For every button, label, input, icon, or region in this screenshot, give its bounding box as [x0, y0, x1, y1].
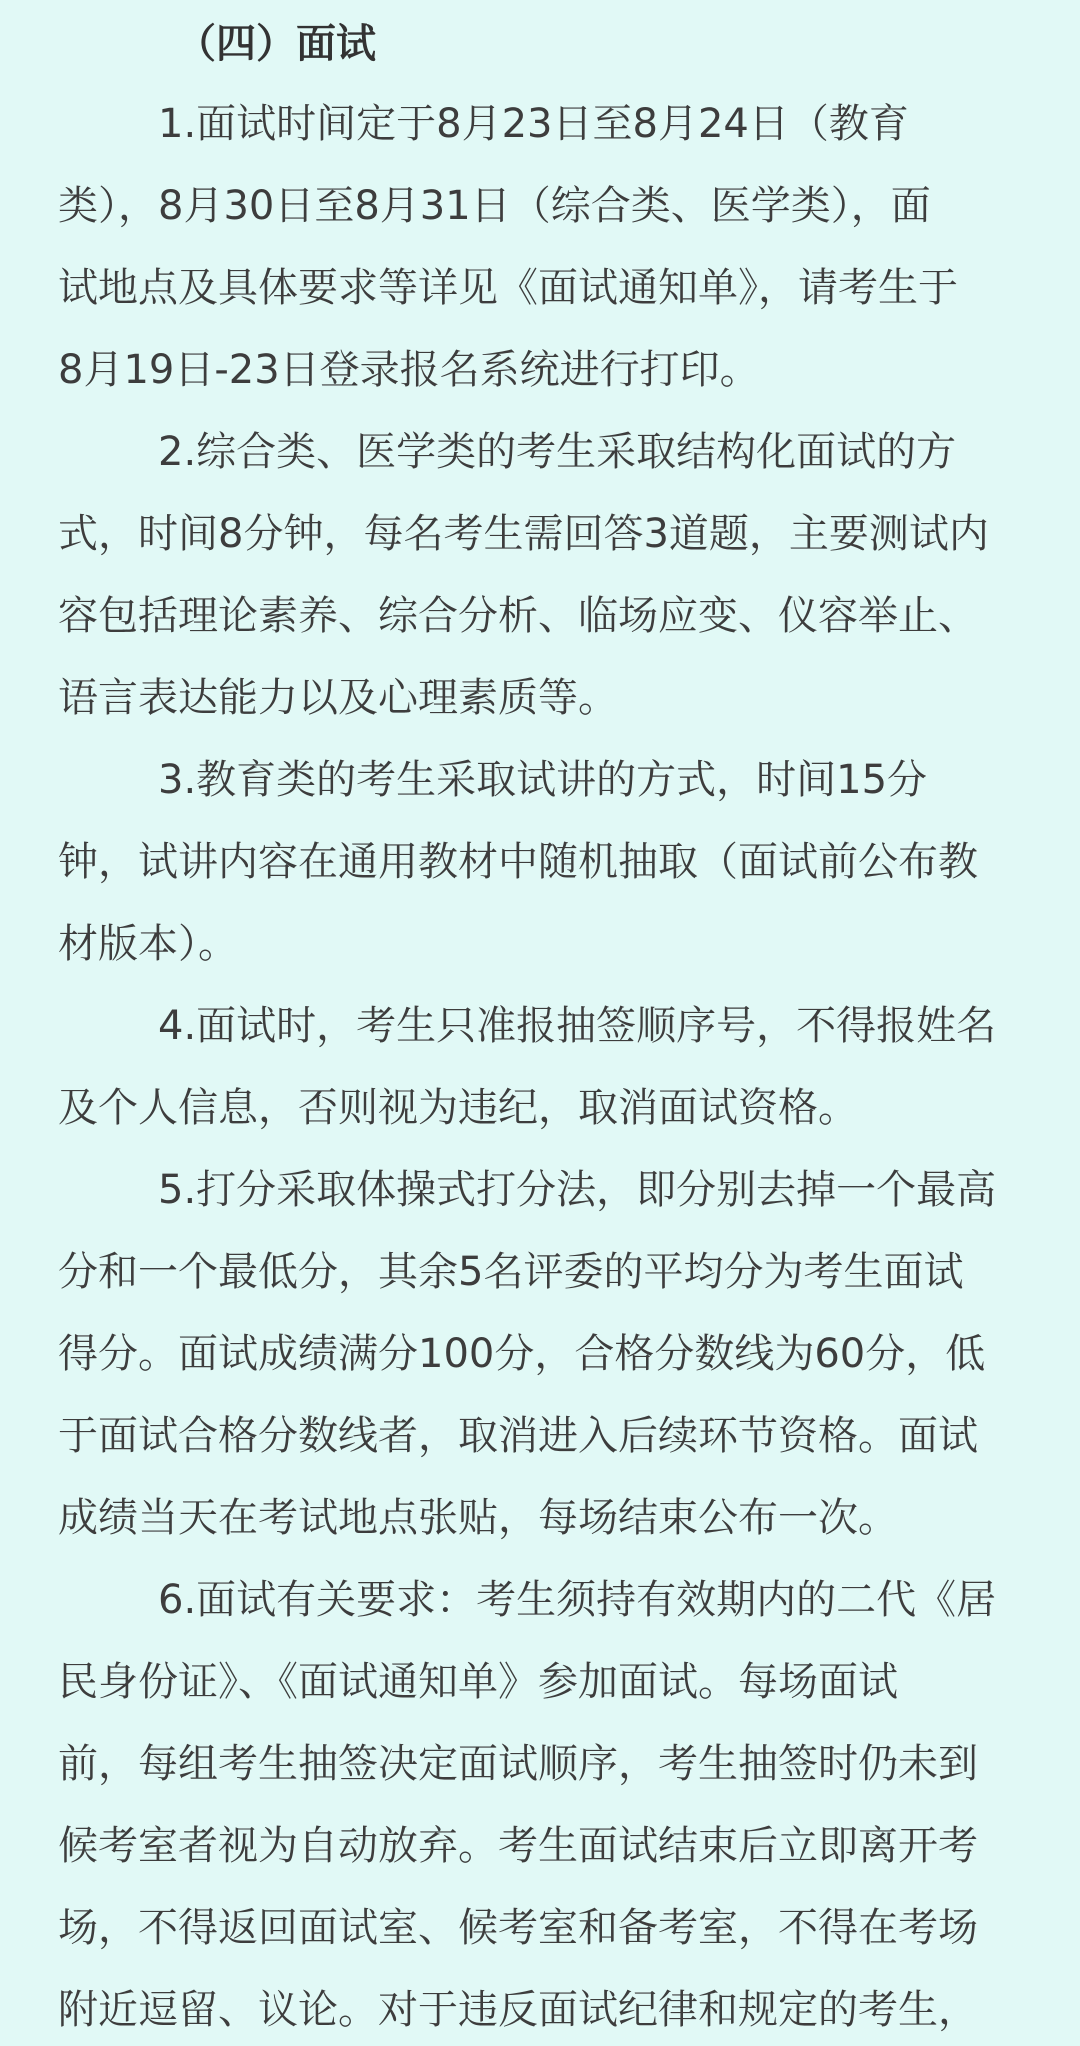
paragraph-2-line-2: 式，时间8分钟，每名考生需回答3道题，主要测试内: [58, 511, 989, 557]
paragraph-2-line-3: 容包括理论素养、综合分析、临场应变、仪容举止、: [58, 593, 978, 639]
section-heading: （四）面试: [176, 21, 376, 67]
paragraph-5-line-3: 得分。面试成绩满分100分，合格分数线为60分，低: [58, 1331, 986, 1377]
paragraph-1-line-2: 类），8月30日至8月31日（综合类、医学类），面: [58, 183, 931, 229]
paragraph-6-line-3: 前，每组考生抽签决定面试顺序，考生抽签时仍未到: [58, 1741, 978, 1787]
paragraph-3-line-3: 材版本）。: [58, 921, 238, 967]
paragraph-3-line-2: 钟，试讲内容在通用教材中随机抽取（面试前公布教: [58, 839, 978, 885]
paragraph-1-line-4: 8月19日-23日登录报名系统进行打印。: [58, 347, 760, 393]
paragraph-5-line-1: 5.打分采取体操式打分法，即分别去掉一个最高: [158, 1167, 997, 1213]
paragraph-2-line-1: 2.综合类、医学类的考生采取结构化面试的方: [158, 429, 957, 475]
paragraph-3-line-1: 3.教育类的考生采取试讲的方式，时间15分: [158, 757, 928, 803]
paragraph-5-line-5: 成绩当天在考试地点张贴，每场结束公布一次。: [58, 1495, 898, 1541]
paragraph-1-line-3: 试地点及具体要求等详见《面试通知单》，请考生于: [58, 265, 958, 311]
paragraph-2-line-4: 语言表达能力以及心理素质等。: [58, 675, 618, 721]
paragraph-4-line-1: 4.面试时，考生只准报抽签顺序号，不得报姓名: [158, 1003, 997, 1049]
paragraph-1-line-1: 1.面试时间定于8月23日至8月24日（教育: [158, 101, 909, 147]
paragraph-6-line-6: 附近逗留、议论。对于违反面试纪律和规定的考生，: [58, 1987, 978, 2033]
paragraph-5-line-2: 分和一个最低分，其余5名评委的平均分为考生面试: [58, 1249, 964, 1295]
paragraph-6-line-4: 候考室者视为自动放弃。考生面试结束后立即离开考: [58, 1823, 978, 1869]
paragraph-6-line-5: 场，不得返回面试室、候考室和备考室，不得在考场: [58, 1905, 978, 1951]
paragraph-4-line-2: 及个人信息，否则视为违纪，取消面试资格。: [58, 1085, 858, 1131]
paragraph-6-line-1: 6.面试有关要求：考生须持有效期内的二代《居: [158, 1577, 997, 1623]
paragraph-6-line-2: 民身份证》、《面试通知单》参加面试。每场面试: [58, 1659, 898, 1705]
paragraph-5-line-4: 于面试合格分数线者，取消进入后续环节资格。面试: [58, 1413, 978, 1459]
